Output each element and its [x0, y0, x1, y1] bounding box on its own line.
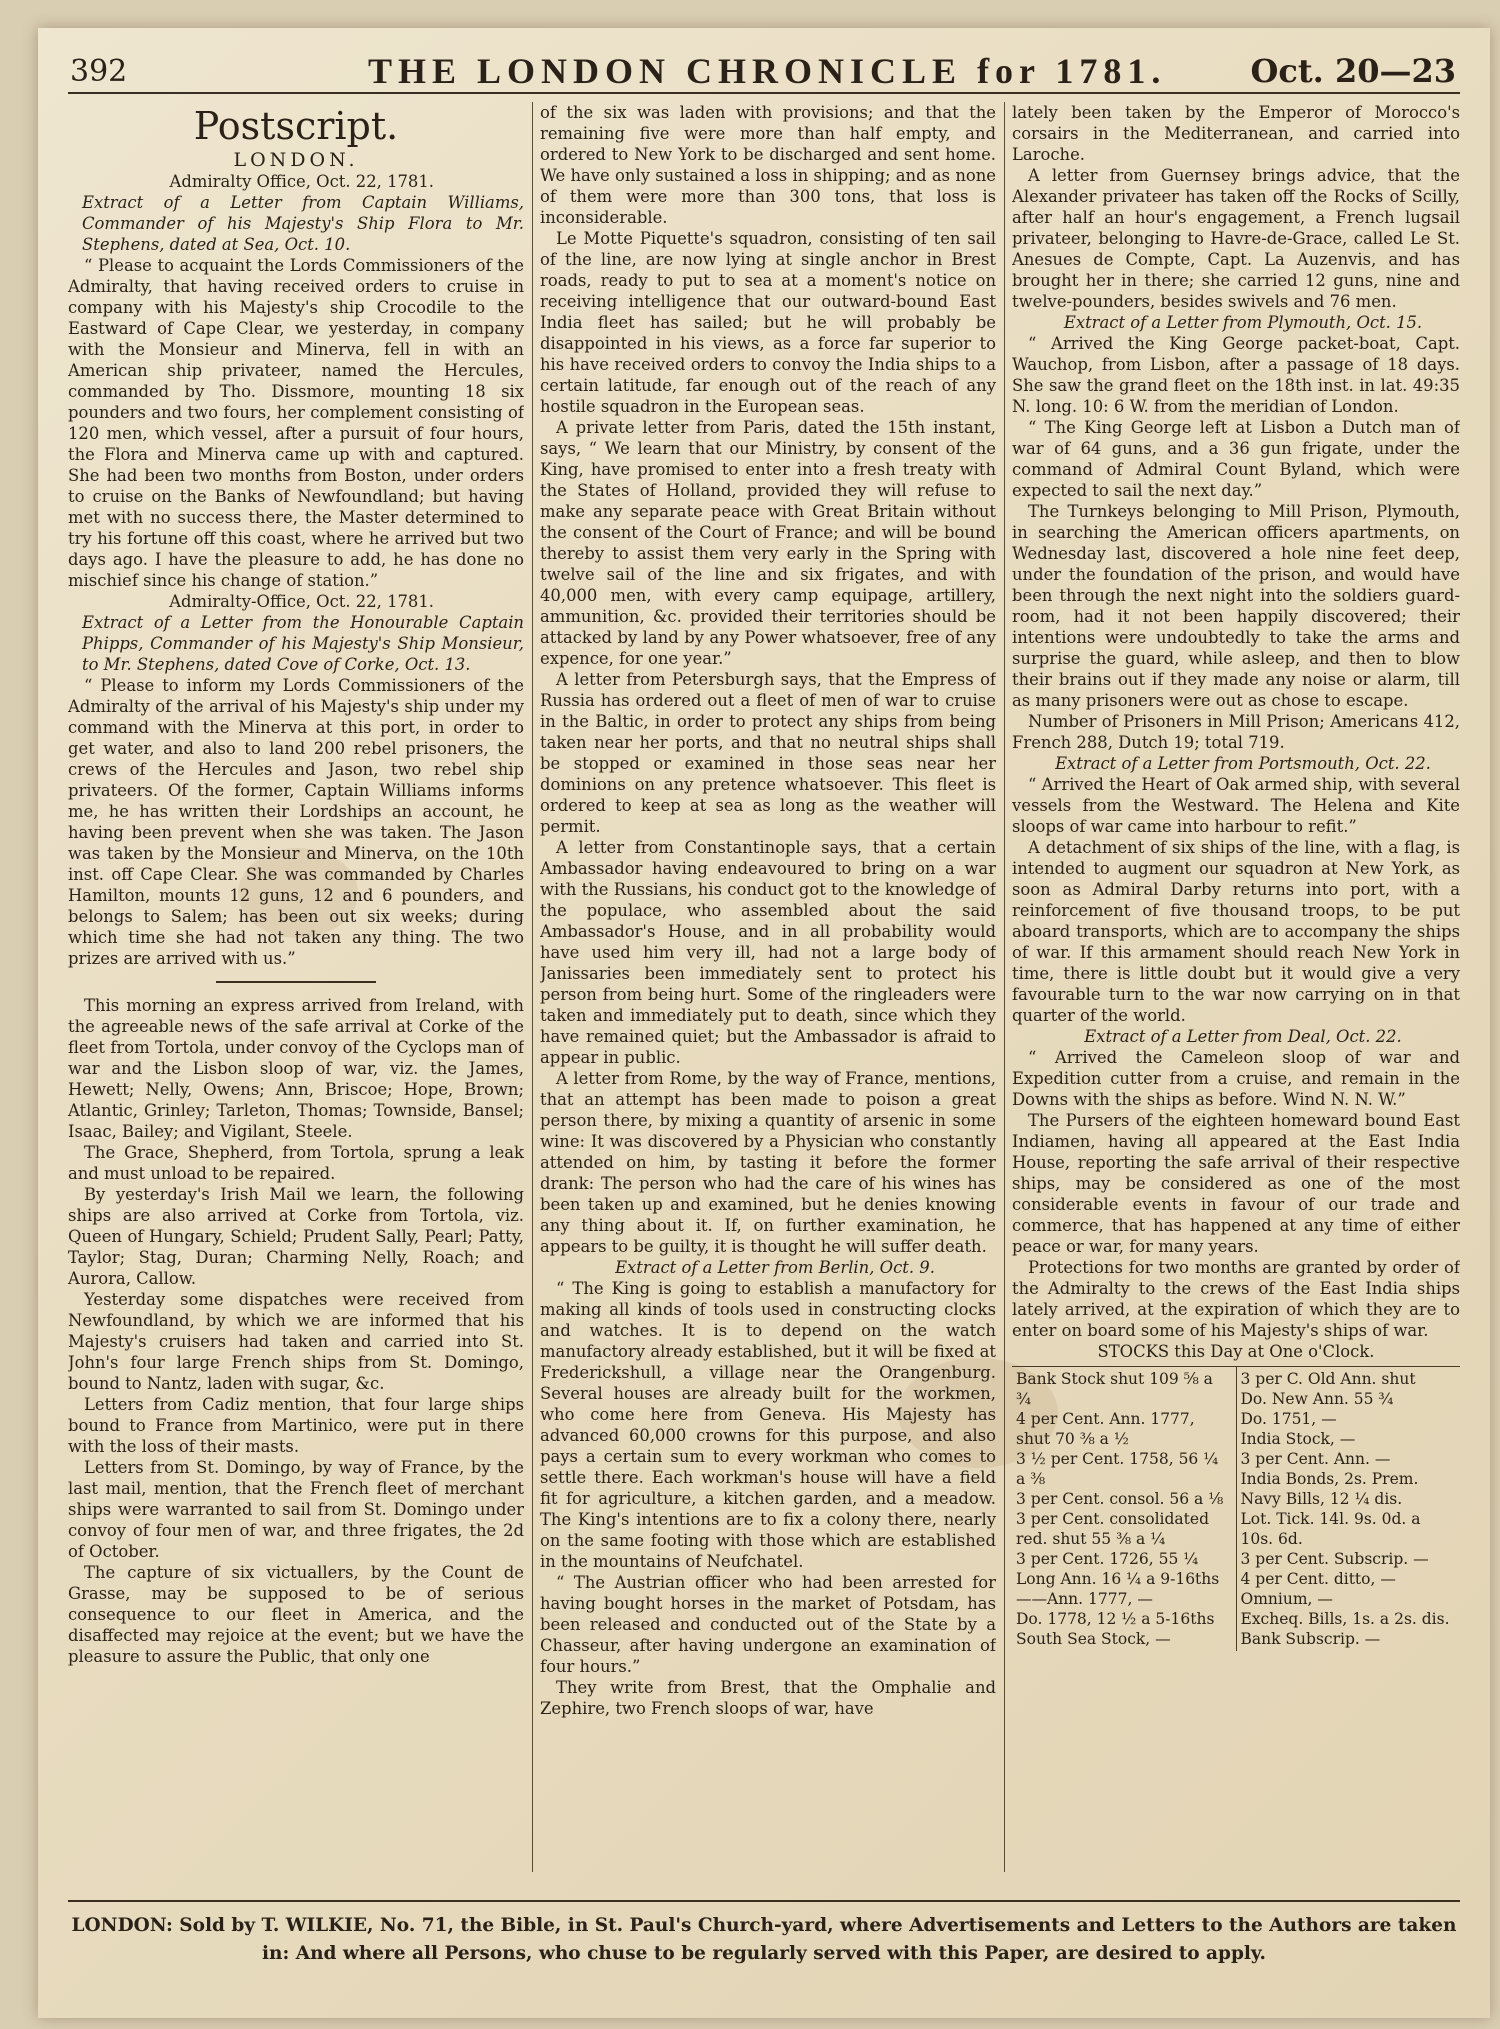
- article-paragraph: “ Arrived the King George packet-boat, Capt. Wauchop, from Lisbon, after a passage of 18 days. She saw the grand fleet on the 18th inst. in lat. 49:35 N. long. 10: 6 W. from the meridian of London.: [1012, 334, 1460, 416]
- stock-quote: Navy Bills, 12 ¼ dis.: [1240, 1490, 1403, 1508]
- article-paragraph: “ The Austrian officer who had been arrested for having bought horses in the market of Potsdam, has been released and conducted out of the State by a Chasseur, after having undergone an examination of four hours.”: [540, 1573, 996, 1676]
- newspaper-title: THE LONDON CHRONICLE for 1781.: [368, 51, 1167, 91]
- article-paragraph: The Turnkeys belonging to Mill Prison, Plymouth, in searching the American officers apartments, on Wednesday last, discovered a hole nine feet deep, under the foundation of the prison, and would have been through the next night into the soldiers guard-room, had it not been happily discovered; their intentions were undoubtedly to take the arms and surprise the guard, while asleep, and then to blow their brains out if they made any noise or alarm, till as many prisoners were out as chose to escape.: [1012, 502, 1460, 710]
- stock-quote: Long Ann. 16 ¼ a 9-16ths: [1016, 1570, 1220, 1588]
- article-paragraph: The Pursers of the eighteen homeward bound East Indiamen, having all appeared at the East India House, reporting the safe arrival of their respective ships, may be considered as one of the most considerable events in favour of our trade and commerce, that has happened at any time of either peace or war, for many years.: [1012, 1111, 1460, 1256]
- column-rule: [1004, 102, 1005, 1872]
- imprint-footer: LONDON: Sold by T. WILKIE, No. 71, the Bible, in St. Paul's Church-yard, where Advertisements and Letters to the Authors are taken in: And where all Persons, who chuse to be regularly served with this Paper, are desired to apply.: [68, 1900, 1460, 1968]
- extract-heading: Extract of a Letter from Captain Williams, Commander of his Majesty's Ship Flora to Mr. Stephens, dated at Sea, Oct. 10.: [82, 193, 524, 254]
- stock-quote: Do. 1751, —: [1240, 1410, 1337, 1428]
- stock-quote: Lot. Tick. 14l. 9s. 0d. a 10s. 6d.: [1240, 1510, 1421, 1548]
- stock-quote: South Sea Stock, —: [1016, 1630, 1171, 1648]
- article-paragraph: lately been taken by the Emperor of Morocco's corsairs in the Mediterranean, and carried into Laroche.: [1012, 103, 1460, 164]
- extract-heading: Extract of a Letter from the Honourable Captain Phipps, Commander of his Majesty's Ship Monsieur, to Mr. Stephens, dated Cove of Corke, Oct. 13.: [82, 613, 524, 674]
- article-paragraph: Letters from St. Domingo, by way of France, by the last mail, mention, that the French fleet of merchant ships were warranted to sail from St. Domingo under convoy of four men of war, and three frigates, the 2d of October.: [68, 1458, 524, 1561]
- article-paragraph: They write from Brest, that the Omphalie and Zephire, two French sloops of war, have: [540, 1678, 996, 1718]
- article-paragraph: Protections for two months are granted by order of the Admiralty to the crews of the East India ships lately arrived, at the expiration of which they are to enter on board some of his Majesty's ships of war.: [1012, 1258, 1460, 1340]
- section-separator: [216, 981, 376, 983]
- stock-quote: 3 per Cent. Subscrip. —: [1240, 1550, 1429, 1568]
- dateline: Admiralty Office, Oct. 22, 1781.: [169, 172, 434, 191]
- stock-quote: Do. 1778, 12 ½ a 5-16ths: [1016, 1610, 1215, 1628]
- article-paragraph: A letter from Constantinople says, that a certain Ambassador having endeavoured to bring on a war with the Russians, his conduct got to the knowledge of the populace, who assembled about the said Ambassador's House, and in all probability would have used him very ill, had not a large body of Janissaries been immediately sent to protect his person from being hurt. Some of the ringleaders were taken and immediately put to death, since which they have remained quiet; but the Ambassador is afraid to appear in public.: [540, 838, 996, 1067]
- stock-quote: Bank Subscrip. —: [1240, 1630, 1381, 1648]
- masthead: [68, 42, 1460, 94]
- stock-quote: Omnium, —: [1240, 1590, 1333, 1608]
- extract-heading: Extract of a Letter from Deal, Oct. 22.: [1084, 1027, 1402, 1046]
- article-paragraph: “ Arrived the Heart of Oak armed ship, with several vessels from the Westward. The Helena and Kite sloops of war came into harbour to refit.”: [1012, 775, 1460, 836]
- article-paragraph: The capture of six victuallers, by the Count de Grasse, may be supposed to be of serious consequence to our fleet in America, and the disaffected may rejoice at the event; but we have the pleasure to assure the Public, that only one: [68, 1563, 524, 1666]
- article-paragraph: Number of Prisoners in Mill Prison; Americans 412, French 288, Dutch 19; total 719.: [1012, 712, 1460, 752]
- column-3: [1012, 102, 1460, 1882]
- article-paragraph: Letters from Cadiz mention, that four large ships bound to France from Martinico, were put in there with the loss of their masts.: [68, 1395, 524, 1456]
- stock-quote: Excheq. Bills, 1s. a 2s. dis.: [1240, 1610, 1450, 1628]
- stock-quote: 3 per Cent. consolidated red. shut 55 ⅜ a ¼: [1016, 1510, 1210, 1548]
- article-paragraph: This morning an express arrived from Ireland, with the agreeable news of the safe arrival at Corke of the fleet from Tortola, under convoy of the Cyclops man of war and the Lisbon sloop of war, viz. the James, Hewett; Nelly, Owens; Ann, Briscoe; Hope, Brown; Atlantic, Grinley; Tarleton, Thomas; Townside, Bansel; Isaac, Bailey; and Vigilant, Steele.: [68, 996, 524, 1141]
- stock-quote: 3 per Cent. consol. 56 a ⅛: [1016, 1490, 1224, 1508]
- stock-quote: 3 per Cent. 1726, 55 ¼: [1016, 1550, 1199, 1568]
- article-paragraph: A detachment of six ships of the line, with a flag, is intended to augment our squadron at New York, as soon as Admiral Darby returns into port, with a reinforcement of five thousand troops, to be put aboard transports, which are to accompany the ships of war. If this armament should reach New York in time, there is little doubt but it would give a very favourable turn to the war now carrying on in that quarter of the world.: [1012, 838, 1460, 1025]
- article-paragraph: “ The King George left at Lisbon a Dutch man of war of 64 guns, and a 36 gun frigate, under the command of Admiral Count Byland, which were expected to sail the next day.”: [1012, 418, 1460, 500]
- stock-quote: India Stock, —: [1240, 1430, 1356, 1448]
- article-paragraph: “ The King is going to establish a manufactory for making all kinds of tools used in constructing clocks and watches. It is to depend on the watch manufactory already established, but it will be fixed at Frederickshull, a village near the Orangenburg. Several houses are already built for the workmen, who come here from Geneva. His Majesty has advanced 60,000 crowns for this purpose, and also pays a certain sum to every workman who comes to settle there. Each workman's house will have a field fit for agriculture, a kitchen garden, and a meadow. The King's intentions are to fix a colony there, nearly on the same footing with those which are established in the mountains of Neufchatel.: [540, 1279, 996, 1571]
- article-paragraph: A letter from Guernsey brings advice, that the Alexander privateer has taken off the Rocks of Scilly, after half an hour's engagement, a French lugsail privateer, belonging to Havre-de-Grace, called Le St. Anesues de Compte, Capt. La Auzenvis, and has brought her in there; she carried 12 guns, nine and twelve-pounders, besides swivels and 76 men.: [1012, 166, 1460, 311]
- newspaper-page: [38, 28, 1490, 2018]
- stock-quote: Do. New Ann. 55 ¾: [1240, 1390, 1394, 1408]
- stock-quote: 4 per Cent. Ann. 1777, shut 70 ⅜ a ½: [1016, 1410, 1195, 1448]
- article-paragraph: By yesterday's Irish Mail we learn, the following ships are also arrived at Corke from Tortola, viz. Queen of Hungary, Schield; Prudent Sally, Pearl; Patty, Taylor; Stag, Duran; Charming Nelly, Roach; and Aurora, Callow.: [68, 1185, 524, 1288]
- extract-heading: Extract of a Letter from Portsmouth, Oct. 22.: [1055, 754, 1431, 773]
- stock-quote: 3 per C. Old Ann. shut: [1240, 1370, 1416, 1388]
- column-rule: [532, 102, 533, 1872]
- stocks-left-list: [1012, 1367, 1237, 1651]
- extract-heading: Extract of a Letter from Berlin, Oct. 9.: [615, 1258, 935, 1277]
- article-paragraph: “ Please to acquaint the Lords Commissioners of the Admiralty, that having received orders to cruise in company with his Majesty's ship Crocodile to the Eastward of Cape Clear, we yesterday, in company with the Monsieur and Minerva, fell in with an American ship privateer, named the Hercules, commanded by Tho. Dissmore, mounting 18 six pounders and two fours, her complement consisting of 120 men, which vessel, after a pursuit of four hours, the Flora and Minerva came up with and captured. She had been two months from Boston, under orders to cruise on the Banks of Newfoundland; but having met with no success there, the Master determined to try his fortune off this coast, where he arrived but two days ago. I have the pleasure to add, he has done no mischief since his change of station.”: [68, 256, 524, 590]
- stock-quote: ——Ann. 1777, —: [1016, 1590, 1153, 1608]
- article-paragraph: “ Arrived the Cameleon sloop of war and Expedition cutter from a cruise, and remain in the Downs with the ships as before. Wind N. N. W.”: [1012, 1048, 1460, 1109]
- extract-heading: Extract of a Letter from Plymouth, Oct. 15.: [1063, 313, 1423, 332]
- dateline: Admiralty-Office, Oct. 22, 1781.: [169, 592, 434, 611]
- article-paragraph: Le Motte Piquette's squadron, consisting of ten sail of the line, are now lying at single anchor in Brest roads, ready to put to sea at a moment's notice on receiving intelligence that our outward-bound East India fleet has sailed; but he will probably be disappointed in his views, as a force far superior to his have received orders to convoy the India ships to a certain latitude, far enough out of the reach of any hostile squadron in the European seas.: [540, 229, 996, 416]
- issue-date: Oct. 20—23: [1250, 52, 1456, 90]
- stocks-right-list: [1237, 1367, 1461, 1651]
- article-paragraph: Yesterday some dispatches were received from Newfoundland, by which we are informed that his Majesty's cruisers had taken and carried into St. John's four large French ships from St. Domingo, bound to Nantz, laden with sugar, &c.: [68, 1290, 524, 1393]
- stocks-heading: STOCKS this Day at One o'Clock.: [1097, 1342, 1375, 1361]
- article-paragraph: A letter from Petersburgh says, that the Empress of Russia has ordered out a fleet of men of war to cruise in the Baltic, in order to protect any ships from being taken near her ports, and that no neutral ships shall be stopped or examined in those seas near her dominions on any pretence whatsoever. This fleet is ordered to keep at sea as long as the weather will permit.: [540, 670, 996, 836]
- page-number: 392: [70, 54, 128, 89]
- stock-quote: 3 ½ per Cent. 1758, 56 ¼ a ⅜: [1016, 1450, 1219, 1488]
- article-paragraph: of the six was laden with provisions; and that the remaining five were more than half empty, and ordered to New York to be discharged and sent home. We have only sustained a loss in shipping; and as none of them were more than 300 tons, that loss is inconsiderable.: [540, 103, 996, 227]
- article-paragraph: The Grace, Shepherd, from Tortola, sprung a leak and must unload to be repaired.: [68, 1143, 524, 1183]
- column-1: [68, 102, 524, 1882]
- article-paragraph: A private letter from Paris, dated the 15th instant, says, “ We learn that our Ministry, by consent of the King, have promised to enter into a fresh treaty with the States of Holland, provided they will refuse to make any separate peace with Great Britain without the consent of the Court of France; and will be bound thereby to assist them very early in the Spring with twelve sail of the line and six frigates, and with 40,000 men, with every camp equipage, artillery, ammunition, &c. provided their territories should be attacked by land by any Power whatsoever, free of any expence, for one year.”: [540, 418, 996, 668]
- stock-quote: India Bonds, 2s. Prem.: [1240, 1470, 1419, 1488]
- stock-quote: 3 per Cent. Ann. —: [1240, 1450, 1391, 1468]
- stock-quote: 4 per Cent. ditto, —: [1240, 1570, 1396, 1588]
- london-heading: LONDON.: [233, 149, 359, 171]
- article-paragraph: “ Please to inform my Lords Commissioners of the Admiralty of the arrival of his Majesty's ship under my command with the Minerva at this port, in order to get water, and also to land 200 rebel prisoners, the crews of the Hercules and Jason, two rebel ship privateers. Of the former, Captain Williams informs me, he has written their Lordships an account, he having been prevent when she was taken. The Jason was taken by the Monsieur and Minerva, on the 10th inst. off Cape Clear. She was commanded by Charles Hamilton, mounts 12 guns, 12 and 6 pounders, and belongs to Salem; has been out six weeks; during which time she had not taken any thing. The two prizes are arrived with us.”: [68, 676, 524, 968]
- stocks-table: [1012, 1366, 1460, 1651]
- postscript-heading: Postscript.: [193, 104, 399, 148]
- article-paragraph: A letter from Rome, by the way of France, mentions, that an attempt has been made to poison a great person there, by mixing a quantity of arsenic in some wine: It was discovered by a Physician who constantly attended on him, by tasting it before the former drank: The person who had the care of his wines has been taken up and examined, but he denies knowing any thing about it. If, on further examination, he appears to be guilty, it is thought he will suffer death.: [540, 1069, 996, 1256]
- column-2: [540, 102, 996, 1882]
- stock-quote: Bank Stock shut 109 ⅝ a ¾: [1016, 1370, 1213, 1408]
